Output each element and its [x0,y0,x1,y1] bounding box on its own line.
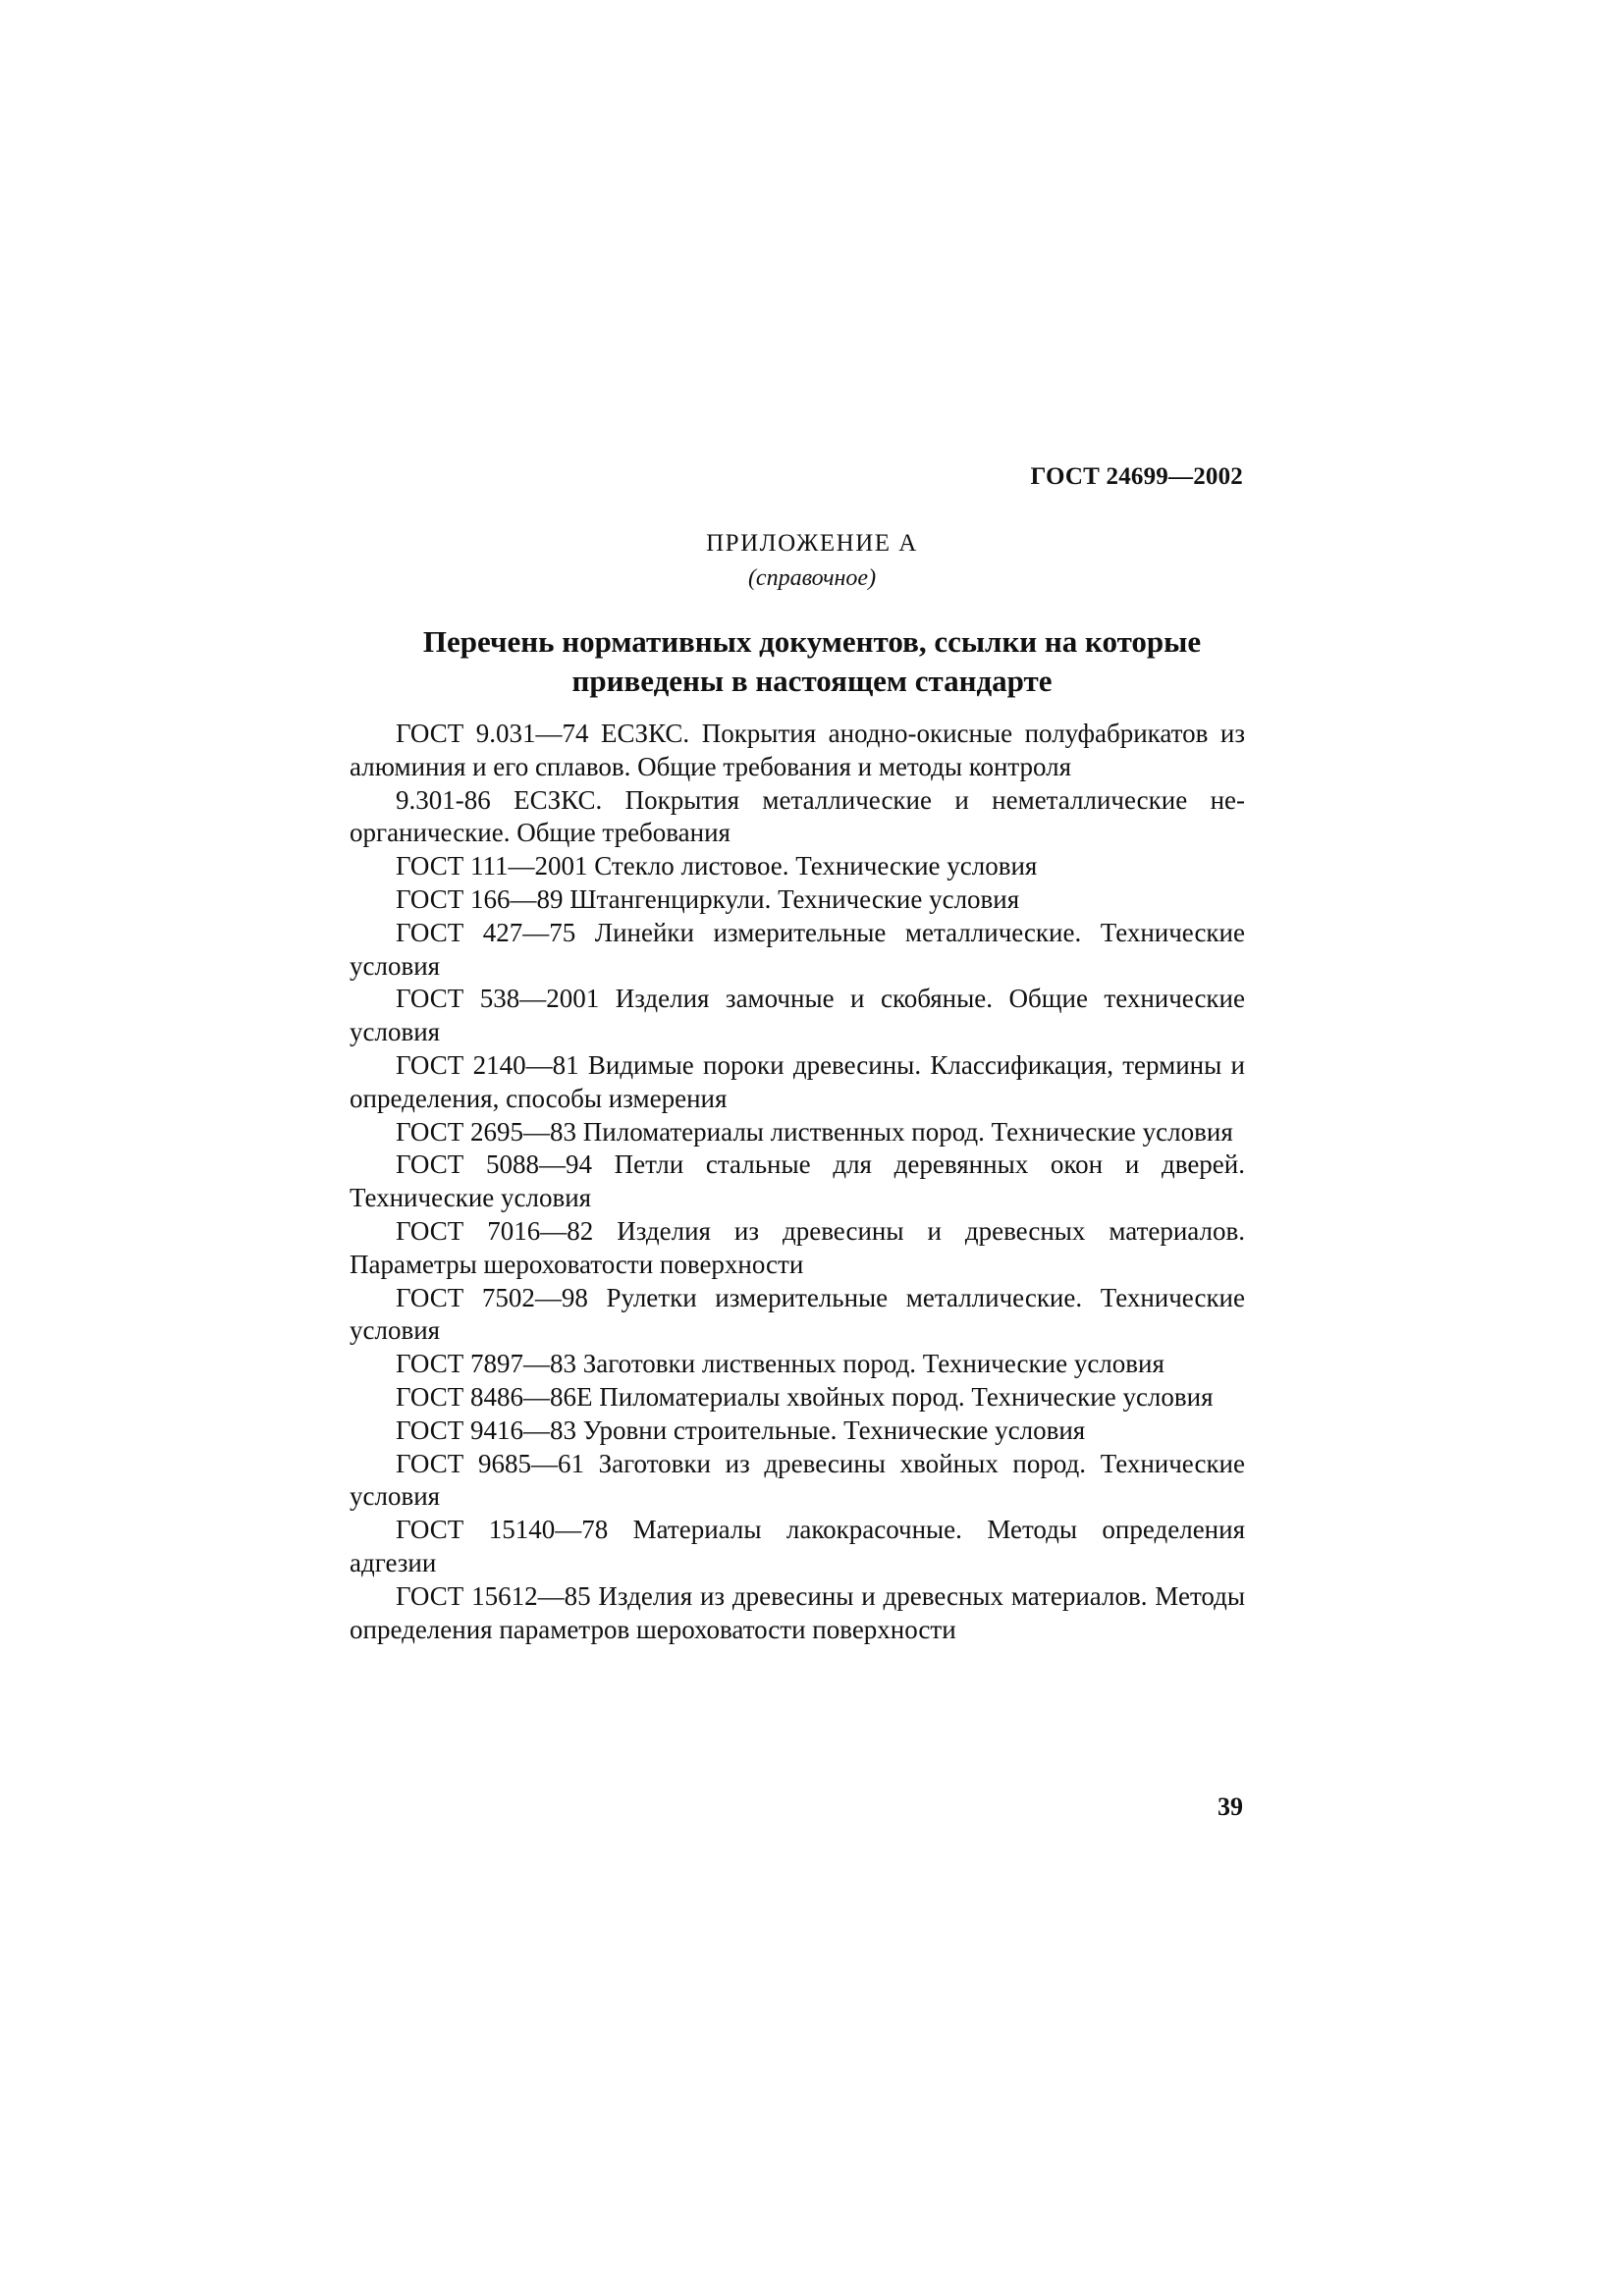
reference-item: ГОСТ 166—89 Штангенциркули. Технические условия [396,883,1020,914]
reference-item: ГОСТ 427—75 Линейки измерительные металлические. Технические условия [350,917,1245,981]
reference-item: ГОСТ 7897—83 Заготовки лиственных пород. Технические условия [396,1349,1164,1379]
reference-item: ГОСТ 5088—94 Петли стальные для деревянных окон и дверей. Технические условия [350,1149,1245,1213]
reference-list [350,718,1245,1646]
reference-item: ГОСТ 8486—86Е Пиломатериалы хвойных пород. Технические условия [396,1381,1214,1412]
reference-item: ГОСТ 15612—85 Изделия из древесины и древесных материалов. Методы определения параметров шероховатости поверхности [350,1580,1245,1644]
document-number: ГОСТ 24699—2002 [1030,463,1243,490]
reference-item: ГОСТ 7016—82 Изделия из древесины и древесных материалов. Параметры шероховатости поверхности [350,1215,1245,1279]
reference-item: ГОСТ 9685—61 Заготовки из древесины хвойных пород. Технические условия [350,1448,1245,1512]
main-heading-line-2: приведены в настоящем стандарте [571,664,1053,698]
reference-item: ГОСТ 15140—78 Материалы лакокрасочные. Методы определения адгезии [350,1515,1245,1577]
reference-item: ГОСТ 9.031—74 ЕСЗКС. Покрытия анодно-окисные полуфабрикатов из алюминия и его сплавов. Общие требования и методы контроля [350,719,1245,781]
main-heading [314,622,1310,701]
reference-item: ГОСТ 2140—81 Видимые пороки древесины. Классификация, термины и определения, способы измерения [350,1049,1245,1113]
appendix-type: (справочное) [747,565,877,591]
reference-item: ГОСТ 2695—83 Пиломатериалы лиственных пород. Технические условия [396,1116,1233,1147]
reference-item: ГОСТ 9416—83 Уровни строительные. Технические условия [396,1415,1086,1445]
main-heading-line-1: Перечень нормативных документов, ссылки на которые [422,624,1202,659]
appendix-title: ПРИЛОЖЕНИЕ А [706,530,918,557]
reference-item: 9.301-86 ЕСЗКС. Покрытия металлические и неметаллические неорганические. Общие требования [350,784,1245,848]
page-number: 39 [1218,1792,1243,1821]
reference-item: ГОСТ 7502—98 Рулетки измерительные металлические. Технические условия [350,1282,1245,1346]
reference-item: ГОСТ 538—2001 Изделия замочные и скобяные. Общие технические условия [350,984,1245,1047]
reference-item: ГОСТ 111—2001 Стекло листовое. Технические условия [396,851,1038,881]
